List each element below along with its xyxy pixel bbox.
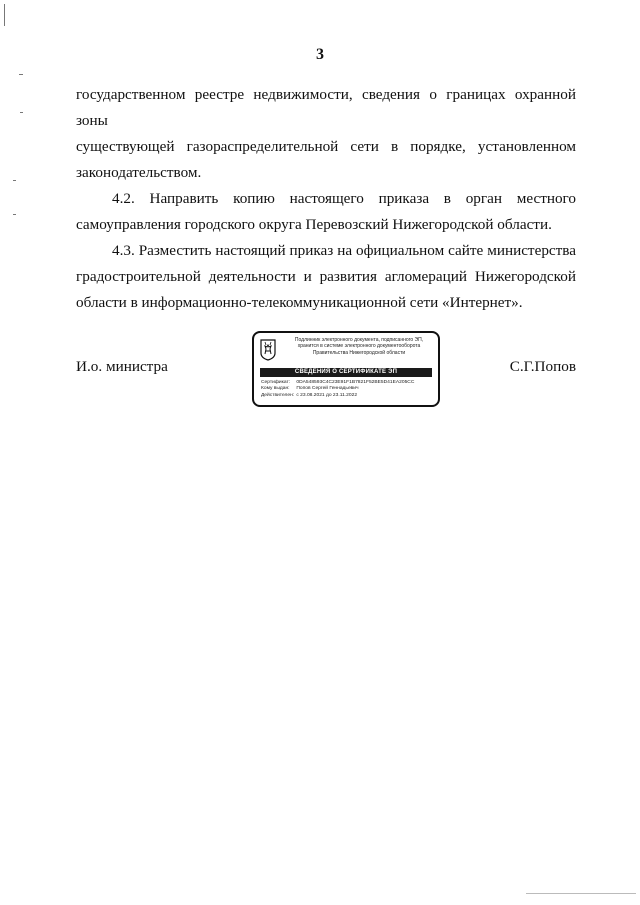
stamp-header <box>280 337 438 356</box>
issued-to-value: Попов Сергей Геннадьевич <box>296 386 359 392</box>
certificate-info-bar: СВЕДЕНИЯ О СЕРТИФИКАТЕ ЭП <box>260 368 432 377</box>
scan-mark <box>20 112 23 113</box>
paragraph-1 <box>76 82 576 186</box>
page-number: 3 <box>316 46 324 63</box>
certificate-label: Сертификат: <box>261 380 291 385</box>
text-line: законодательством. <box>76 164 202 181</box>
scan-mark <box>19 74 23 75</box>
text-line: существующей газораспределительной сети в порядке, установленном <box>76 138 576 155</box>
text-line: государственном реестре недвижимости, сведения о границах охранной зоны <box>76 86 576 129</box>
signer-title: И.о. министра <box>76 358 168 375</box>
scan-mark <box>13 180 16 181</box>
validity-value: с 23.08.2021 до 23.11.2022 <box>296 392 358 398</box>
scan-mark <box>4 4 5 26</box>
validity-row <box>261 393 437 399</box>
deer-coat-of-arms-icon <box>260 339 276 361</box>
signer-name: С.Г.Попов <box>509 358 576 375</box>
stamp-header-line: Подлинник электронного документа, подписанного ЭП, <box>294 337 424 343</box>
text-line: градостроительной деятельности и развития агломераций Нижегородской <box>76 268 576 285</box>
stamp-header-line: хранится в системе электронного документооборота <box>297 343 421 350</box>
issued-to-label: Кому выдан: <box>261 386 290 392</box>
text-line: области в информационно-телекоммуникационной сети «Интернет». <box>76 294 523 311</box>
scan-mark <box>13 214 16 215</box>
stamp-header-line: Правительства Нижегородской области <box>312 349 406 356</box>
validity-label: Действителен: <box>261 392 295 398</box>
text-line: 4.3. Разместить настоящий приказ на официальном сайте министерства <box>112 242 576 259</box>
electronic-signature-stamp <box>252 331 440 407</box>
text-line: самоуправления городского округа Перевозский Нижегородской области. <box>76 216 552 233</box>
paragraph-4-2 <box>76 186 576 238</box>
certificate-value: 0DA548593C4C23E91F1B7821F52BE5D41EA205CC <box>296 380 415 385</box>
text-line: 4.2. Направить копию настоящего приказа в орган местного <box>112 190 576 207</box>
document-body <box>76 82 576 316</box>
certificate-details <box>261 380 437 399</box>
scan-mark <box>526 893 636 894</box>
paragraph-4-3 <box>76 238 576 316</box>
